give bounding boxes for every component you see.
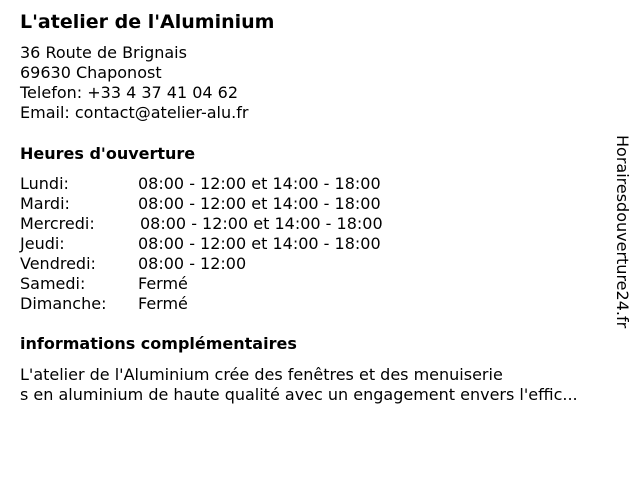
additional-info-heading: informations complémentaires — [20, 334, 297, 353]
description-line: L'atelier de l'Aluminium crée des fenêtres et des menuiserie — [20, 365, 503, 384]
business-name: L'atelier de l'Aluminium — [20, 11, 275, 33]
hours-time: 08:00 - 12:00 et 14:00 - 18:00 — [138, 174, 381, 193]
description-line: s en aluminium de haute qualité avec un engagement envers l'effic... — [20, 385, 578, 404]
street-address: 36 Route de Brignais — [20, 43, 187, 62]
hours-time: Fermé — [138, 274, 188, 293]
hours-day: Vendredi: — [20, 254, 96, 273]
hours-day: Samedi: — [20, 274, 86, 293]
hours-time: 08:00 - 12:00 — [138, 254, 247, 273]
phone-number: Telefon: +33 4 37 41 04 62 — [20, 83, 239, 102]
hours-day: Mercredi: — [20, 214, 95, 233]
site-watermark — [611, 135, 633, 345]
hours-time: Fermé — [138, 294, 188, 313]
hours-day: Dimanche: — [20, 294, 107, 313]
hours-time: 08:00 - 12:00 et 14:00 - 18:00 — [138, 234, 381, 253]
hours-time: 08:00 - 12:00 et 14:00 - 18:00 — [140, 214, 383, 233]
hours-day: Mardi: — [20, 194, 70, 213]
address-block — [20, 43, 248, 123]
hours-day: Jeudi: — [20, 234, 65, 253]
watermark-text: Horairesdouverture24.fr — [613, 135, 632, 329]
email-address: Email: contact@atelier-alu.fr — [20, 103, 249, 122]
opening-hours-heading: Heures d'ouverture — [20, 144, 196, 163]
city-address: 69630 Chaponost — [20, 63, 162, 82]
hours-day: Lundi: — [20, 174, 69, 193]
hours-time: 08:00 - 12:00 et 14:00 - 18:00 — [138, 194, 381, 213]
business-description — [20, 365, 578, 405]
